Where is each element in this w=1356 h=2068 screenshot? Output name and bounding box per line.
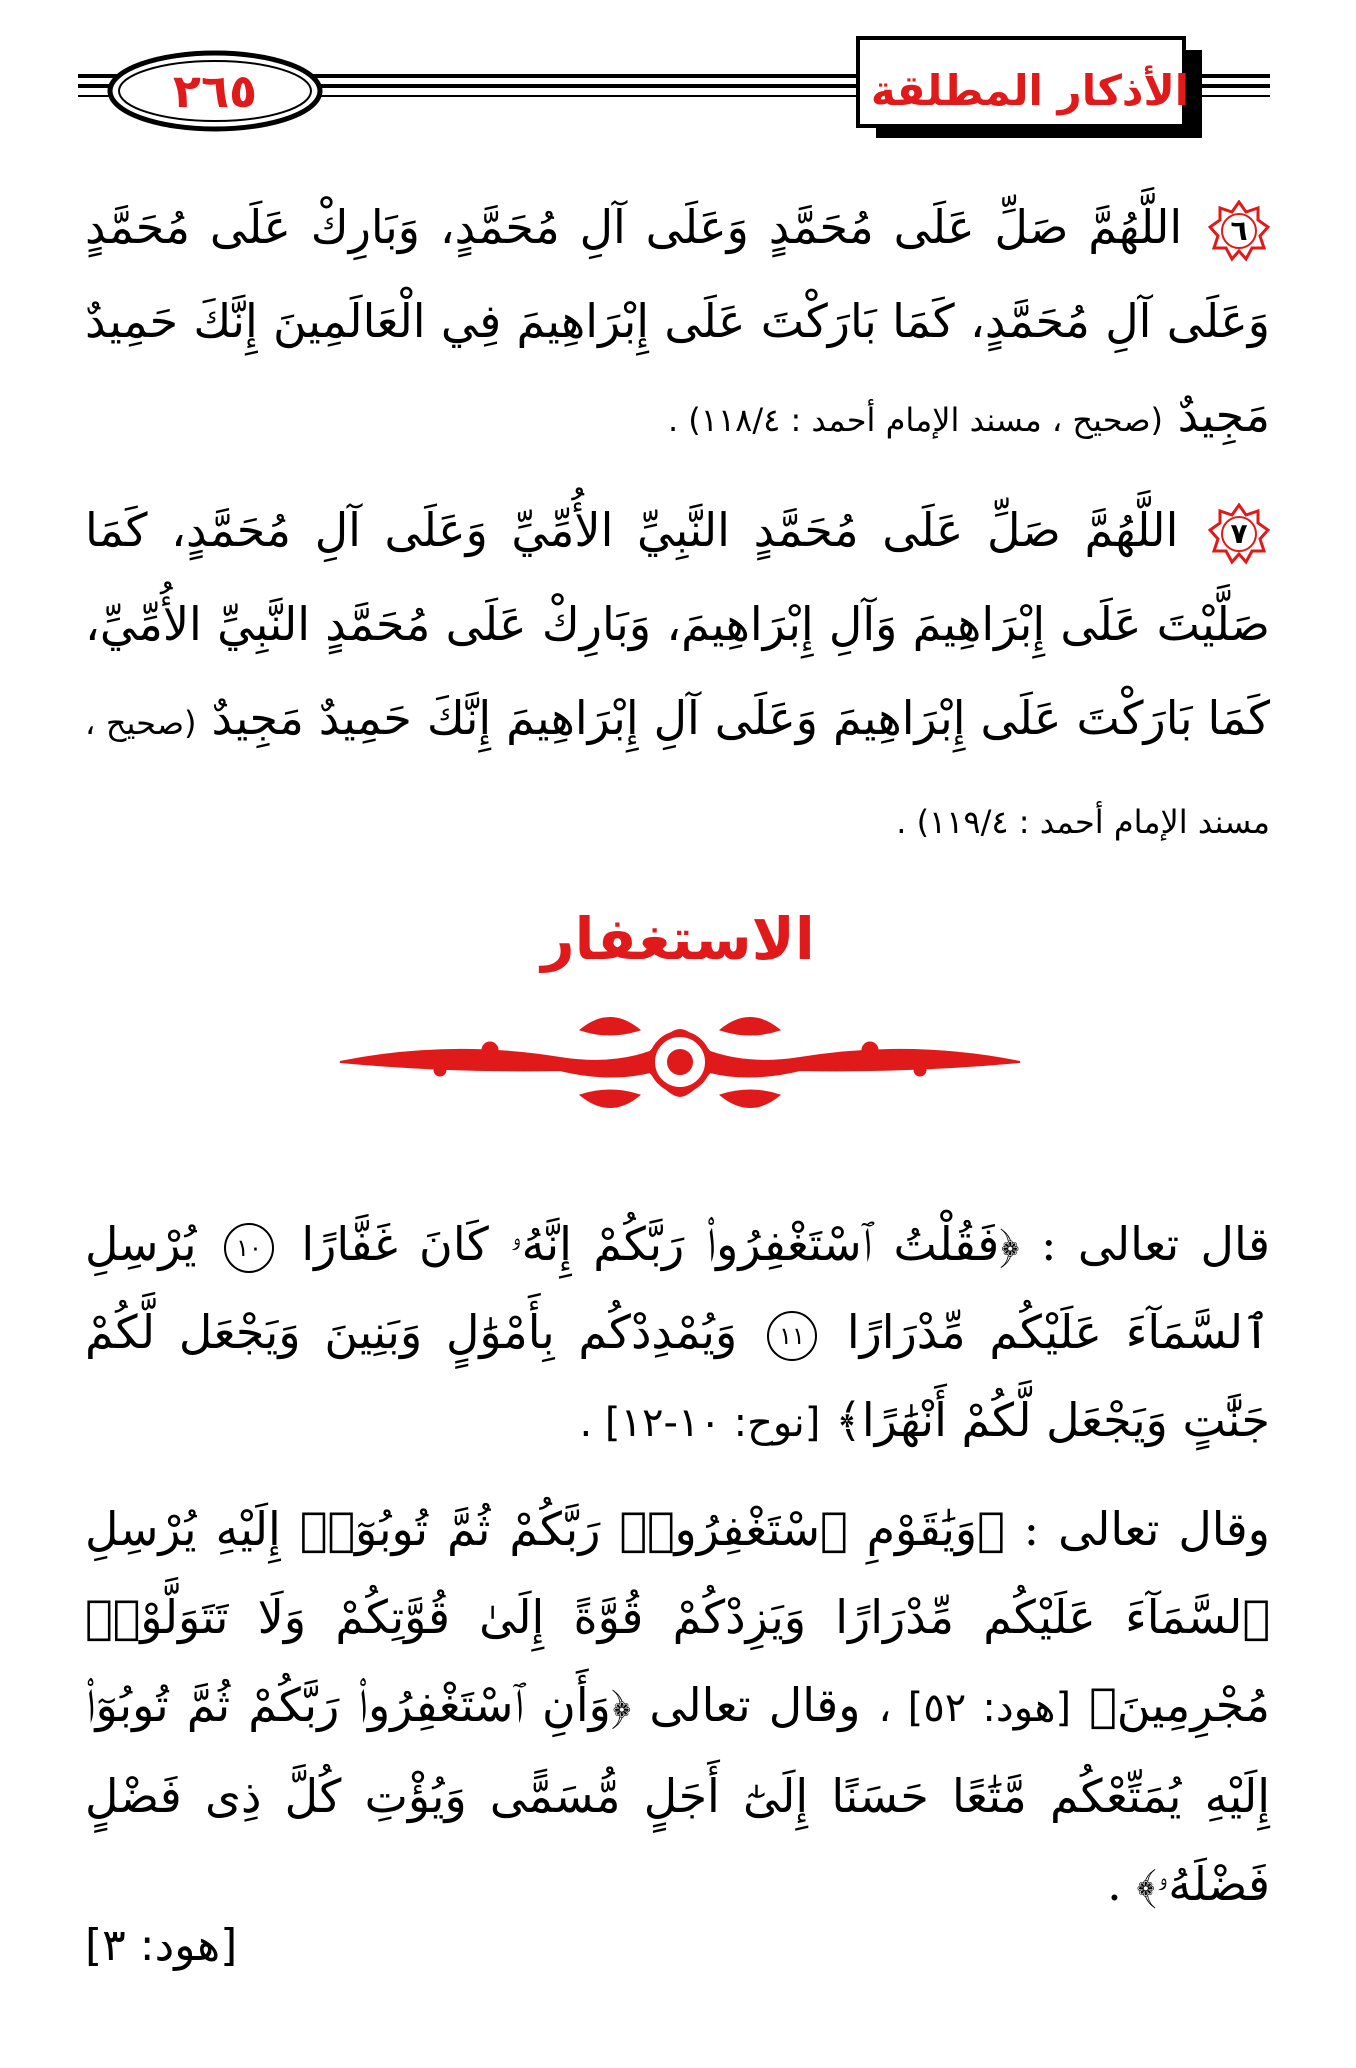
verses-section [85,1200,1270,1946]
verse-reference: [هود: ٥٢] ، [878,1685,1072,1731]
page-number: ٢٦٥ [172,64,258,118]
dua-section [85,180,1270,885]
quran-text: ﴿وَأَنِ ٱسْتَغْفِرُوا۟ رَبَّكُمْ ثُمَّ تُوبُوٓا۟ إِلَيْهِ يُمَتِّعْكُم مَّتَٰعًا حَسَنًا إِلَىٰٓ أَجَلٍ مُّسَمًّى وَيُؤْتِ كُلَّ ذِى فَضْلٍ فَضْلَهُۥ﴾ [85,1678,1271,1911]
section-title: الاستغفار [541,905,815,973]
ornament-divider-icon [330,1000,1030,1120]
number-star-icon [1208,503,1270,565]
final-reference: [هود: ٣] [85,1920,238,1971]
running-title: الأذكار المطلقة [870,65,1190,115]
quran-text: يُرْسِلِ ٱلسَّمَآءَ عَلَيْكُم مِّدْرَارًا [85,1217,1271,1359]
dua-text: اللَّهُمَّ صَلِّ عَلَى مُحَمَّدٍ النَّبِيِّ الأُمِّيِّ وَعَلَى آلِ مُحَمَّدٍ، كَمَا صَلَّيْتَ عَلَى إِبْرَاهِيمَ وَآلِ إِبْرَاهِيمَ، وَبَارِكْ عَلَى مُحَمَّدٍ النَّبِيِّ الأُمِّيِّ، كَمَا بَارَكْتَ عَلَى إِبْرَاهِيمَ وَعَلَى آلِ إِبْرَاهِيمَ إِنَّكَ حَمِيدٌ مَجِيدٌ [85,503,1271,745]
dua-paragraph [85,483,1270,869]
verse-paragraph [85,1200,1270,1467]
dua-paragraph [85,180,1270,467]
verse-intro: قال تعالى : [1040,1217,1270,1271]
verse-reference: [نوح: ١٠-١٢] . [579,1400,821,1446]
quran-text: ﴿فَقُلْتُ ٱسْتَغْفِرُوا۟ رَبَّكُمْ إِنَّهُۥ كَانَ غَفَّارًا [301,1217,1020,1271]
verse-intro: وقال تعالى : [1023,1502,1271,1556]
ayah-marker: ١١ [767,1311,817,1361]
number-star-icon [1208,200,1270,262]
page-header [0,0,1356,140]
verse-paragraph [85,1485,1270,1928]
dua-number: ٧ [1230,517,1248,550]
dua-citation: (صحيح ، مسند الإمام أحمد : ١١٩/٤) . [85,704,1270,841]
quran-text: وَيُمْدِدْكُم بِأَمْوَٰلٍ وَبَنِينَ وَيَجْعَل لَّكُمْ جَنَّٰتٍ وَيَجْعَل لَّكُمْ أَنْهَٰرًا﴾ [85,1305,1270,1447]
dua-citation: (صحيح ، مسند الإمام أحمد : ١١٨/٤) . [667,401,1164,439]
ayah-marker: ١٠ [224,1223,274,1273]
quran-text: ﴿وَيَٰقَوْمِ ٱسْتَغْفِرُوا۟ رَبَّكُمْ ثُمَّ تُوبُوٓا۟ إِلَيْهِ يُرْسِلِ ٱلسَّمَآءَ عَلَيْكُم مِّدْرَارًا وَيَزِدْكُمْ قُوَّةً إِلَىٰ قُوَّتِكُمْ وَلَا تَتَوَلَّوْا۟ مُجْرِمِينَ﴾ [85,1502,1271,1732]
dua-number: ٦ [1230,214,1248,247]
verse-intro: وقال تعالى [649,1678,861,1732]
dua-text: اللَّهُمَّ صَلِّ عَلَى مُحَمَّدٍ وَعَلَى آلِ مُحَمَّدٍ، وَبَارِكْ عَلَى مُحَمَّدٍ وَعَلَى آلِ مُحَمَّدٍ، كَمَا بَارَكْتَ عَلَى إِبْرَاهِيمَ فِي الْعَالَمِينَ إِنَّكَ حَمِيدٌ مَجِيدٌ [85,200,1270,442]
verse-end: . [1107,1857,1122,1911]
